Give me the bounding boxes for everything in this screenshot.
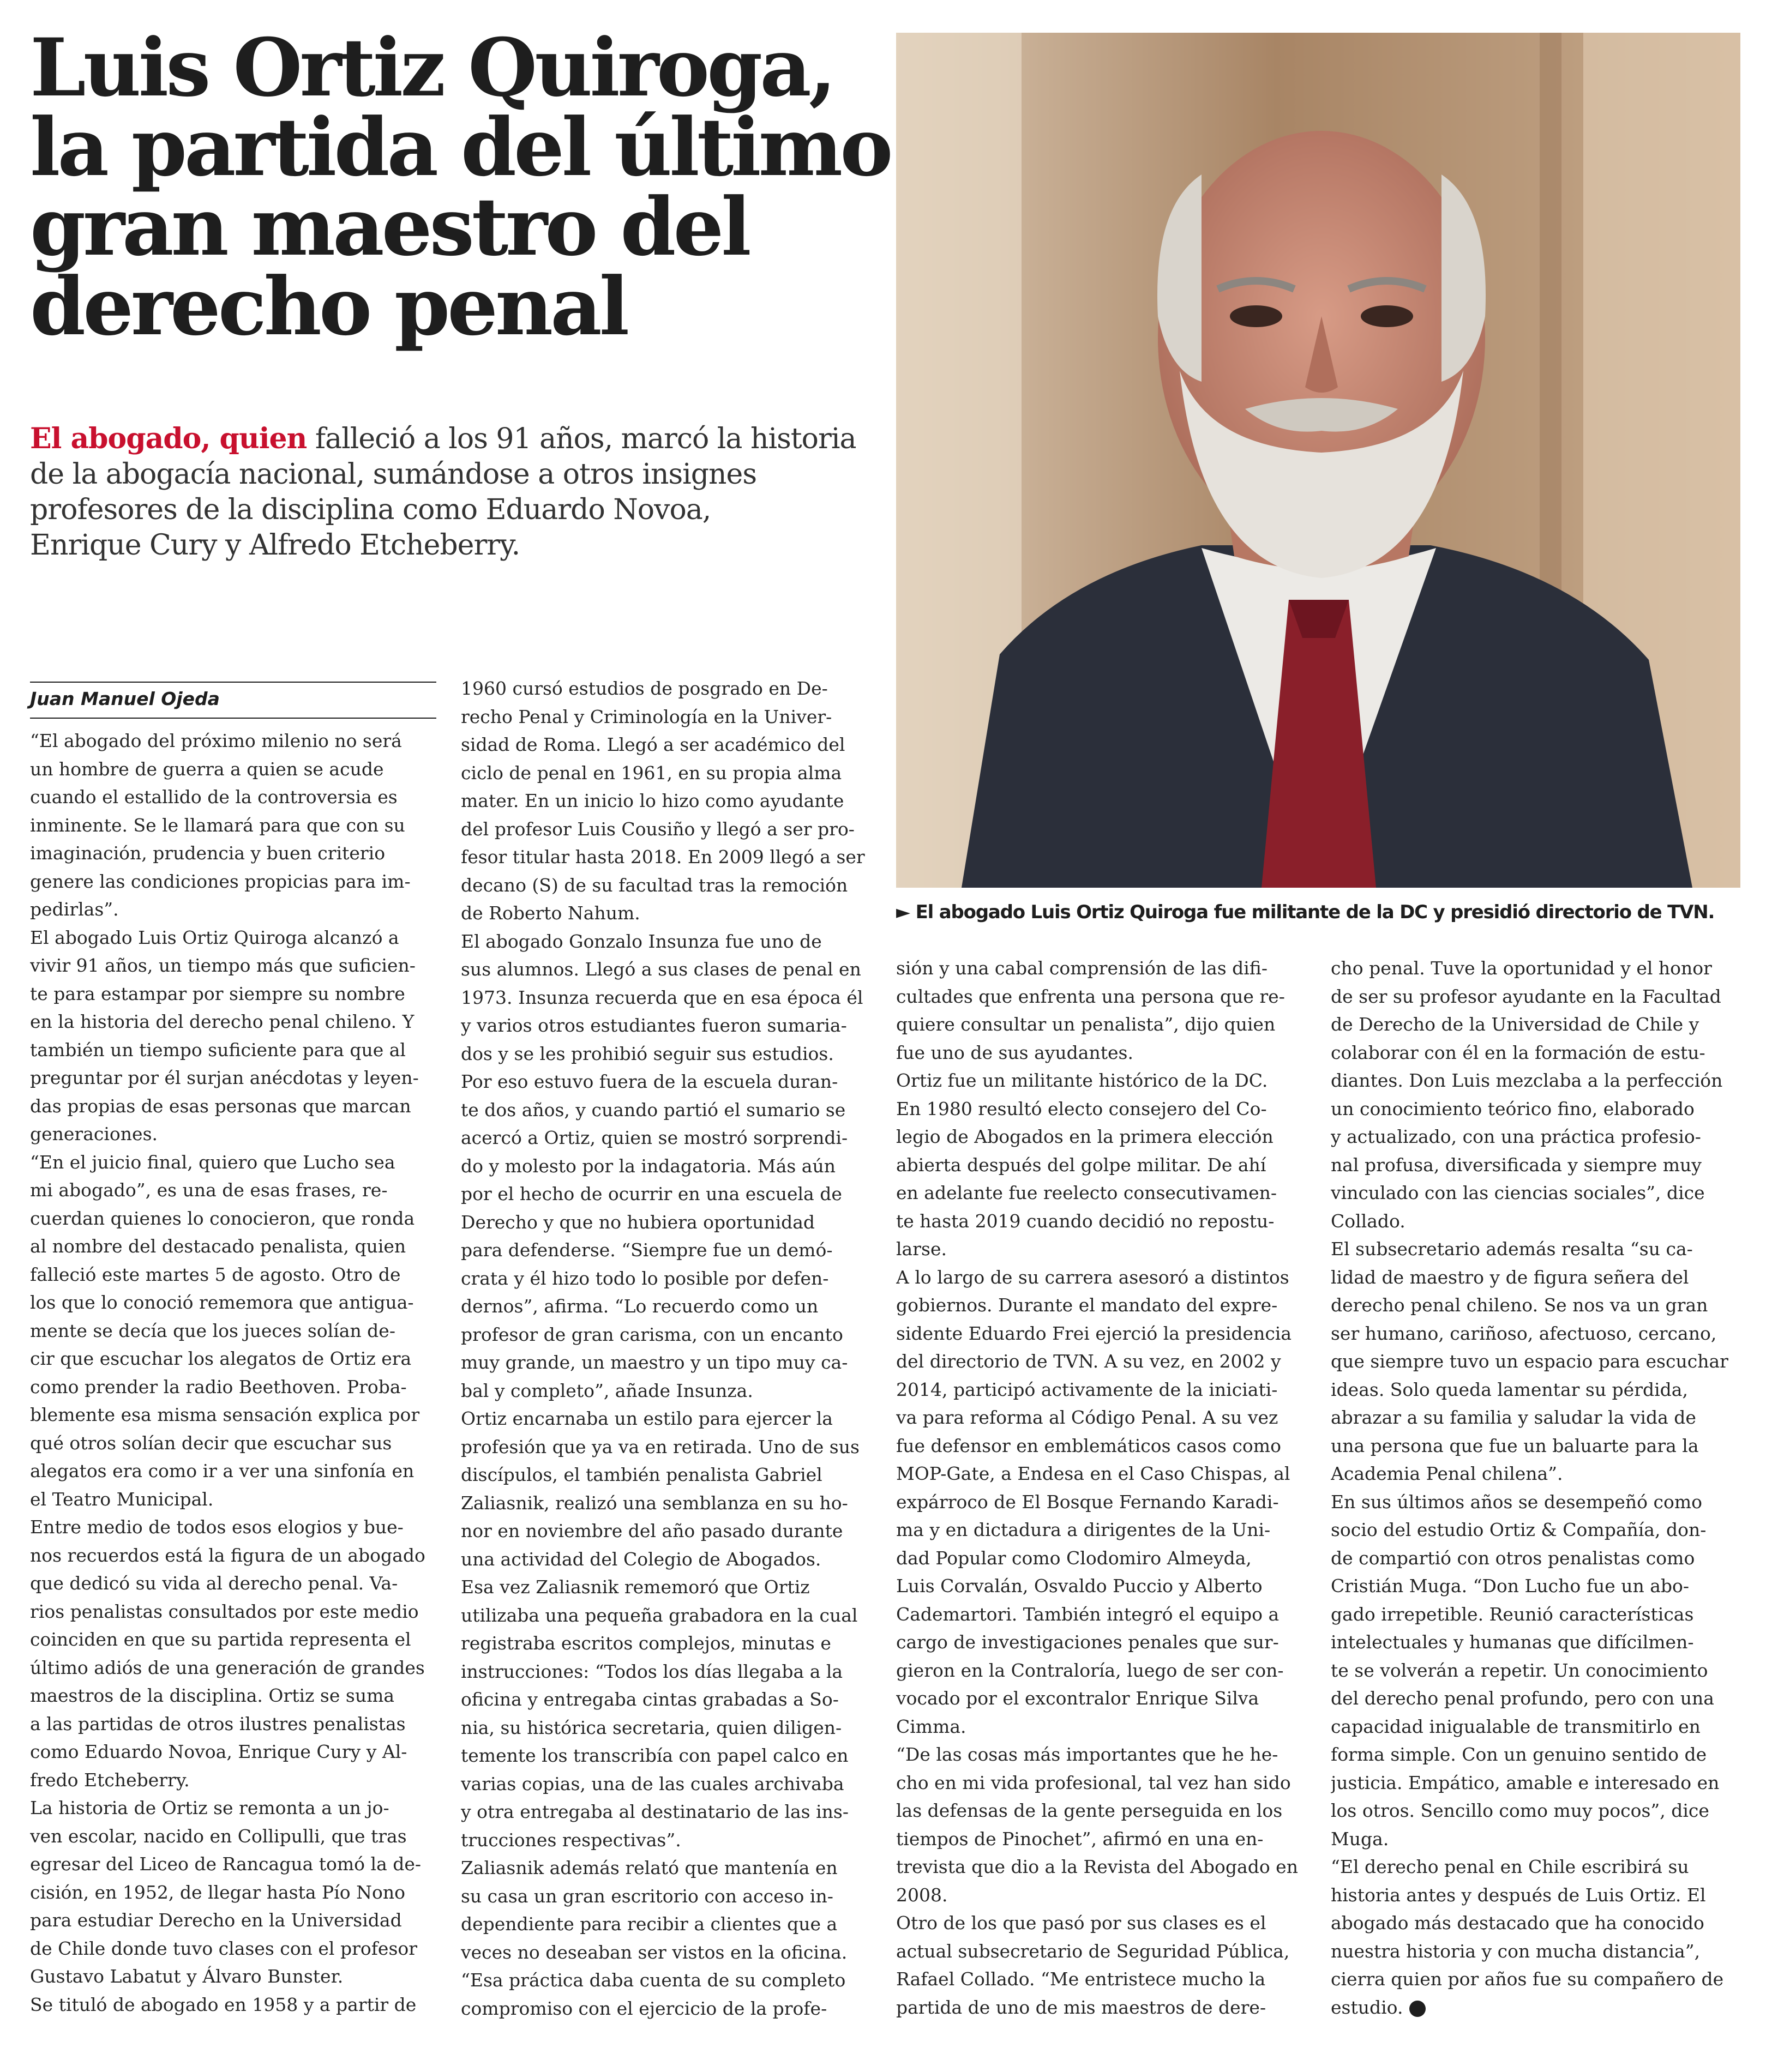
article-line: compromiso con el ejercicio de la profe-: [461, 1997, 827, 2019]
article-line: que siempre tuvo un espacio para escuchar: [1331, 1351, 1728, 1372]
dek-line: [30, 421, 881, 457]
article-line: muy grande, un maestro y un tipo muy ca-: [461, 1352, 848, 1373]
article-line: una persona que fue un baluarte para la: [1331, 1435, 1699, 1456]
article-line: tiempos de Pinochet”, afirmó en una en-: [896, 1828, 1264, 1850]
dek-line: de la abogacía nacional, sumándose a otros insignes: [30, 458, 757, 491]
article-line: 1973. Insunza recuerda que en esa época él: [461, 986, 863, 1008]
article-line: gobiernos. Durante el mandato del expre-: [896, 1294, 1278, 1316]
article-line: gieron en la Contraloría, luego de ser con-: [896, 1659, 1284, 1681]
article-line: oficina y entregaba cintas grabadas a So-: [461, 1689, 839, 1710]
headline-line: la partida del último: [30, 101, 891, 194]
article-line: vinculado con las ciencias sociales”, dice: [1331, 1182, 1705, 1203]
article-line: 2014, participó activamente de la iniciati-: [896, 1378, 1278, 1400]
article-line: te se volverán a repetir. Un conocimiento: [1331, 1659, 1708, 1681]
article-line: imaginación, prudencia y buen criterio: [30, 842, 386, 864]
dek-summary: [30, 421, 881, 563]
article-line: varias copias, una de las cuales archivaba: [461, 1773, 844, 1794]
article-line: “De las cosas más importantes que he he-: [896, 1744, 1278, 1765]
article-line: cho en mi vida profesional, tal vez han sido: [896, 1772, 1291, 1793]
article-line: dependiente para recibir a clientes que a: [461, 1913, 838, 1935]
article-line: nor en noviembre del año pasado durante: [461, 1520, 843, 1541]
article-column-1: [30, 727, 436, 2019]
article-line: también un tiempo suficiente para que al: [30, 1039, 406, 1061]
article-line: del directorio de TVN. A su vez, en 2002 y: [896, 1351, 1281, 1372]
end-mark-icon: [1409, 2001, 1426, 2017]
article-line: sidente Eduardo Frei ejerció la presidencia: [896, 1322, 1292, 1344]
article-line: que dedicó su vida al derecho penal. Va-: [30, 1573, 398, 1594]
article-line: de Chile donde tuvo clases con el profesor: [30, 1937, 418, 1959]
article-line: cuando el estallido de la controversia es: [30, 786, 398, 808]
article-line: registraba escritos complejos, minutas e: [461, 1633, 831, 1654]
article-line: utilizaba una pequeña grabadora en la cual: [461, 1604, 858, 1626]
byline-rule-top: [30, 682, 436, 683]
article-line: generaciones.: [30, 1123, 158, 1145]
article-line: 2008.: [896, 1884, 948, 1906]
article-line: decano (S) de su facultad tras la remoción: [461, 874, 848, 896]
article-line: estudio.: [1331, 1993, 1737, 2022]
article-line: Entre medio de todos esos elogios y bue-: [30, 1516, 404, 1538]
article-line: pedirlas”.: [30, 899, 119, 920]
article-line: colaborar con él en la formación de estu-: [1331, 1041, 1705, 1063]
article-line: capacidad inigualable de transmitirlo en: [1331, 1715, 1701, 1737]
article-line: maestros de la disciplina. Ortiz se suma: [30, 1685, 395, 1706]
article-line: cargo de investigaciones penales que sur-: [896, 1631, 1279, 1653]
article-column-2: [461, 674, 867, 2022]
article-line: nia, su histórica secretaria, quien diligen-: [461, 1716, 842, 1738]
article-line: quiere consultar un penalista”, dijo quien: [896, 1014, 1276, 1035]
article-line: El subsecretario además resalta “su ca-: [1331, 1238, 1693, 1260]
article-line: mater. En un inicio lo hizo como ayudante: [461, 790, 844, 811]
article-line: sus alumnos. Llegó a sus clases de penal en: [461, 959, 861, 980]
article-line: ma y en dictadura a dirigentes de la Uni-: [896, 1519, 1271, 1540]
article-line: fredo Etcheberry.: [30, 1769, 190, 1791]
article-line: gado irrepetible. Reunió características: [1331, 1603, 1694, 1625]
article-line: al nombre del destacado penalista, quien: [30, 1236, 406, 1257]
portrait-photo: [896, 33, 1740, 888]
article-line: cho penal. Tuve la oportunidad y el honor: [1331, 957, 1712, 979]
article-line: cisión, en 1952, de llegar hasta Pío Nono: [30, 1881, 405, 1903]
article-line: para defenderse. “Siempre fue un demó-: [461, 1239, 833, 1261]
article-line: Ortiz fue un militante histórico de la DC.: [896, 1070, 1268, 1091]
article-line: de Derecho de la Universidad de Chile y: [1331, 1014, 1699, 1035]
article-line: te para estampar por siempre su nombre: [30, 983, 405, 1004]
headline-line: gran maestro del: [30, 180, 749, 274]
article-line: MOP-Gate, a Endesa en el Caso Chispas, al: [896, 1463, 1290, 1484]
article-line: veces no deseaban ser vistos en la oficina.: [461, 1941, 848, 1963]
article-line: derecho penal chileno. Se nos va un gran: [1331, 1294, 1708, 1316]
article-line: socio del estudio Ortiz & Compañía, don-: [1331, 1519, 1707, 1540]
article-line: blemente esa misma sensación explica por: [30, 1404, 420, 1425]
article-line: do y molesto por la indagatoria. Más aún: [461, 1155, 836, 1177]
byline-rule-bottom: [30, 718, 436, 719]
article-line: “El abogado del próximo milenio no será: [30, 730, 402, 751]
article-line: El abogado Gonzalo Insunza fue uno de: [461, 930, 822, 952]
article-line: coinciden en que su partida representa el: [30, 1629, 411, 1650]
dek-line: Enrique Cury y Alfredo Etcheberry.: [30, 529, 520, 562]
article-line: una actividad del Colegio de Abogados.: [461, 1548, 821, 1570]
article-line: en adelante fue reelecto consecutivamen-: [896, 1182, 1277, 1203]
article-line: partida de uno de mis maestros de dere-: [896, 1996, 1266, 2018]
article-line: los que lo conoció rememora que antigua-: [30, 1292, 414, 1313]
article-line: mi abogado”, es una de esas frases, re-: [30, 1179, 388, 1201]
article-line: te dos años, y cuando partió el sumario se: [461, 1099, 846, 1121]
article-line: instrucciones: “Todos los días llegaba a la: [461, 1660, 843, 1682]
article-line: Cademartori. También integró el equipo a: [896, 1603, 1280, 1625]
dek-lead: El abogado, quien: [30, 422, 307, 455]
article-line: y otra entregaba al destinatario de las ins-: [461, 1801, 849, 1822]
article-line: Ortiz encarnaba un estilo para ejercer la: [461, 1408, 833, 1429]
article-line: y varios otros estudiantes fueron sumaria-: [461, 1015, 847, 1036]
article-line: fesor titular hasta 2018. En 2009 llegó a ser: [461, 846, 865, 868]
article-line: sión y una cabal comprensión de las difi-: [896, 957, 1268, 979]
article-line: Cimma.: [896, 1715, 966, 1737]
article-line: las defensas de la gente perseguida en los: [896, 1800, 1283, 1821]
article-line: cultades que enfrenta una persona que re-: [896, 985, 1285, 1007]
article-line: un conocimiento teórico fino, elaborado: [1331, 1098, 1695, 1119]
article-line: Cristián Muga. “Don Lucho fue un abo-: [1331, 1575, 1690, 1597]
article-line: A lo largo de su carrera asesoró a distintos: [896, 1266, 1289, 1288]
photo-caption: ► El abogado Luis Ortiz Quiroga fue militante de la DC y presidió directorio de TVN.: [896, 901, 1715, 923]
article-line: alegatos era como ir a ver una sinfonía en: [30, 1460, 415, 1481]
article-line: historia antes y después de Luis Ortiz. El: [1331, 1884, 1706, 1906]
article-line: profesor de gran carisma, con un encanto: [461, 1323, 843, 1345]
article-line: temente los transcribía con papel calco en: [461, 1745, 849, 1766]
article-line: cir que escuchar los alegatos de Ortiz era: [30, 1348, 412, 1369]
article-line: ideas. Solo queda lamentar su pérdida,: [1331, 1378, 1688, 1400]
article-line: “Esa práctica daba cuenta de su completo: [461, 1969, 846, 1991]
article-line: actual subsecretario de Seguridad Pública,: [896, 1940, 1290, 1962]
article-line: del profesor Luis Cousiño y llegó a ser pro-: [461, 818, 855, 840]
article-line: rios penalistas consultados por este medio: [30, 1600, 419, 1622]
article-line: Por eso estuvo fuera de la escuela duran-: [461, 1071, 838, 1092]
article-line: dernos”, afirma. “Lo recuerdo como un: [461, 1296, 819, 1317]
dek-first-line-rest: falleció a los 91 años, marcó la historia: [307, 423, 856, 455]
article-line: abogado más destacado que ha conocido: [1331, 1912, 1704, 1934]
article-line: vivir 91 años, un tiempo más que suficien-: [30, 955, 416, 976]
article-line: recho Penal y Criminología en la Univer-: [461, 706, 832, 727]
article-line: Otro de los que pasó por sus clases es el: [896, 1912, 1266, 1934]
article-line: un hombre de guerra a quien se acude: [30, 758, 384, 780]
article-line: va para reforma al Código Penal. A su vez: [896, 1407, 1278, 1428]
article-line: vocado por el excontralor Enrique Silva: [896, 1688, 1259, 1709]
article-line: y actualizado, con una práctica profesio-: [1331, 1126, 1701, 1147]
headline: [30, 21, 891, 353]
article-line: su casa un gran escritorio con acceso in-: [461, 1885, 833, 1907]
article-line: preguntar por él surjan anécdotas y leyen-: [30, 1067, 419, 1088]
article-line: los otros. Sencillo como muy pocos”, dice: [1331, 1800, 1709, 1821]
article-line: lidad de maestro y de figura señera del: [1331, 1266, 1689, 1288]
article-line: legio de Abogados en la primera elección: [896, 1126, 1274, 1147]
article-line: a las partidas de otros ilustres penalistas: [30, 1713, 406, 1734]
portrait-illustration: [896, 33, 1740, 888]
article-line: mente se decía que los jueces solían de-: [30, 1320, 395, 1341]
article-line: ven escolar, nacido en Collipulli, que tras: [30, 1825, 407, 1847]
article-line: Derecho y que no hubiera oportunidad: [461, 1211, 815, 1233]
article-line: dad Popular como Clodomiro Almeyda,: [896, 1547, 1252, 1569]
article-line: Zaliasnik, realizó una semblanza en su ho-: [461, 1492, 848, 1514]
article-line: acercó a Ortiz, quien se mostró sorprendi-: [461, 1127, 848, 1148]
article-line: en la historia del derecho penal chileno. Y: [30, 1011, 415, 1032]
article-line: nal profusa, diversificada y siempre muy: [1331, 1154, 1702, 1176]
article-line: abrazar a su familia y saludar la vida de: [1331, 1407, 1696, 1428]
article-line: como prender la radio Beethoven. Proba-: [30, 1376, 407, 1398]
article-line: 1960 cursó estudios de posgrado en De-: [461, 678, 828, 699]
article-line: larse.: [896, 1238, 947, 1260]
article-line: para estudiar Derecho en la Universidad: [30, 1910, 402, 1931]
article-line: das propias de esas personas que marcan: [30, 1095, 411, 1117]
article-line: falleció este martes 5 de agosto. Otro de: [30, 1263, 401, 1285]
article-line: Rafael Collado. “Me entristece mucho la: [896, 1968, 1266, 1990]
article-line: ser humano, cariñoso, afectuoso, cercano,: [1331, 1322, 1717, 1344]
article-column-3: [896, 954, 1302, 2021]
article-column-4: [1331, 954, 1737, 2021]
article-line: Se tituló de abogado en 1958 y a partir de: [30, 1993, 417, 2015]
article-line: El abogado Luis Ortiz Quiroga alcanzó a: [30, 926, 399, 948]
article-line: último adiós de una generación de grandes: [30, 1657, 425, 1678]
article-line: diantes. Don Luis mezclaba a la perfección: [1331, 1070, 1723, 1091]
article-line: Esa vez Zaliasnik rememoró que Ortiz: [461, 1576, 810, 1598]
article-line: trevista que dio a la Revista del Abogado en: [896, 1856, 1298, 1877]
article-line: profesión que ya va en retirada. Uno de sus: [461, 1436, 860, 1457]
article-line: discípulos, el también penalista Gabriel: [461, 1464, 822, 1485]
article-line: de Roberto Nahum.: [461, 902, 640, 924]
article-line: Zaliasnik además relató que mantenía en: [461, 1857, 838, 1878]
article-line: nos recuerdos está la figura de un abogado: [30, 1544, 425, 1566]
article-line: crata y él hizo todo lo posible por defen-: [461, 1267, 829, 1289]
article-line: En 1980 resultó electo consejero del Co-: [896, 1098, 1267, 1119]
dek-line: profesores de la disciplina como Eduardo Novoa,: [30, 493, 711, 526]
article-line: Academia Penal chilena”.: [1331, 1463, 1563, 1484]
article-line: ciclo de penal en 1961, en su propia alma: [461, 762, 842, 784]
byline: Juan Manuel Ojeda: [30, 688, 220, 709]
article-line: del derecho penal profundo, pero con una: [1331, 1688, 1714, 1709]
article-line: justicia. Empático, amable e interesado en: [1331, 1772, 1720, 1793]
article-line: genere las condiciones propicias para im-: [30, 870, 411, 892]
headline-line: derecho penal: [30, 260, 627, 353]
article-line: bal y completo”, añade Insunza.: [461, 1380, 753, 1401]
article-line: En sus últimos años se desempeñó como: [1331, 1491, 1703, 1513]
article-line: de compartió con otros penalistas como: [1331, 1547, 1695, 1569]
article-line: nuestra historia y con mucha distancia”,: [1331, 1940, 1701, 1962]
article-line: egresar del Liceo de Rancagua tomó la de-: [30, 1853, 422, 1875]
article-line: cuerdan quienes lo conocieron, que ronda: [30, 1207, 415, 1229]
article-line: el Teatro Municipal.: [30, 1488, 214, 1510]
article-line: qué otros solían decir que escuchar sus: [30, 1432, 392, 1454]
article-line: fue uno de sus ayudantes.: [896, 1041, 1133, 1063]
article-line: La historia de Ortiz se remonta a un jo-: [30, 1797, 389, 1818]
article-line: abierta después del golpe militar. De ahí: [896, 1154, 1266, 1176]
article-line: de ser su profesor ayudante en la Facultad: [1331, 985, 1721, 1007]
article-line: trucciones respectivas”.: [461, 1829, 681, 1851]
article-line: dos y se les prohibió seguir sus estudios.: [461, 1043, 834, 1064]
article-line: inminente. Se le llamará para que con su: [30, 814, 405, 836]
article-line: Muga.: [1331, 1828, 1389, 1850]
article-line: cierra quien por años fue su compañero de: [1331, 1968, 1724, 1990]
article-line: intelectuales y humanas que difícilmen-: [1331, 1631, 1694, 1653]
article-line: Gustavo Labatut y Álvaro Bunster.: [30, 1966, 344, 1987]
article-line: por el hecho de ocurrir en una escuela de: [461, 1183, 842, 1204]
article-line: Collado.: [1331, 1210, 1405, 1232]
article-line: sidad de Roma. Llegó a ser académico del: [461, 734, 845, 755]
article-line: fue defensor en emblemáticos casos como: [896, 1435, 1281, 1456]
article-line: “En el juicio final, quiero que Lucho sea: [30, 1151, 395, 1173]
article-line: “El derecho penal en Chile escribirá su: [1331, 1856, 1689, 1877]
article-line: forma simple. Con un genuino sentido de: [1331, 1744, 1707, 1765]
article-line: expárroco de El Bosque Fernando Karadi-: [896, 1491, 1279, 1513]
article-line: Luis Corvalán, Osvaldo Puccio y Alberto: [896, 1575, 1263, 1597]
headline-line: Luis Ortiz Quiroga,: [30, 21, 834, 115]
article-line: te hasta 2019 cuando decidió no repostu-: [896, 1210, 1275, 1232]
article-line: como Eduardo Novoa, Enrique Cury y Al-: [30, 1741, 407, 1762]
